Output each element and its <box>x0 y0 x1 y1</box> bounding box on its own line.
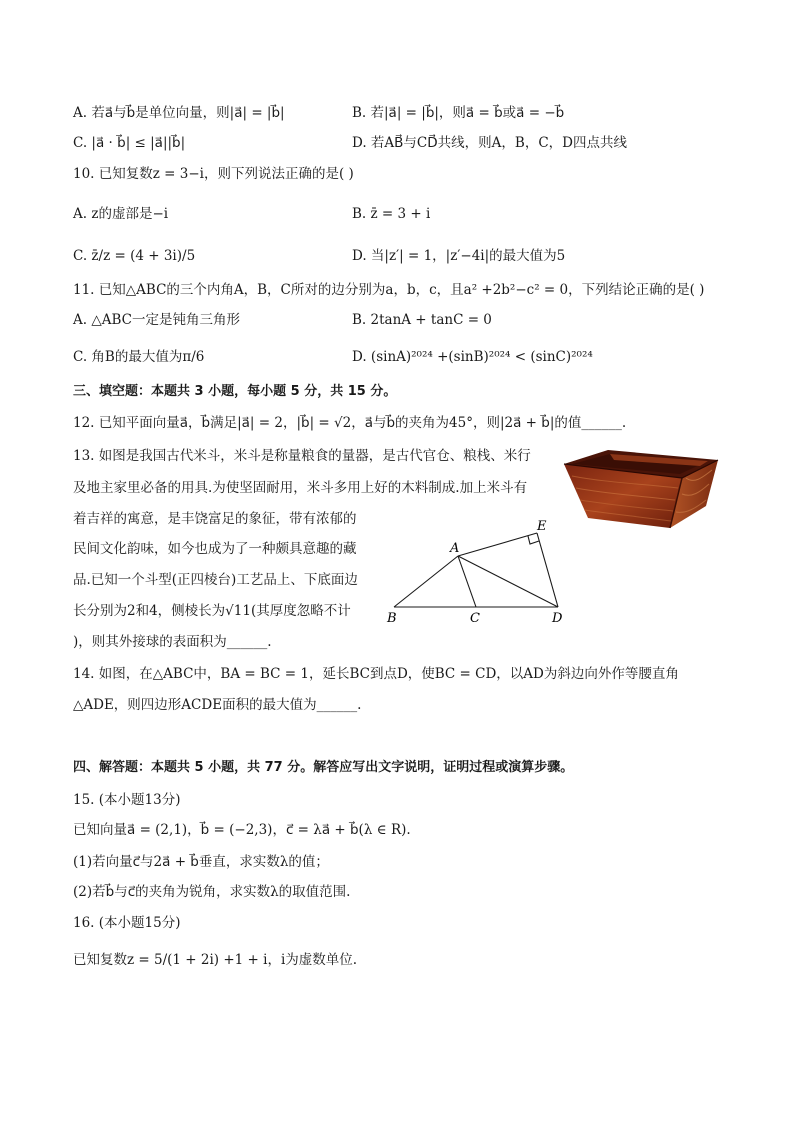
q16-given: 已知复数z = 5/(1 + 2i) +1 + i，i为虚数单位. <box>73 952 358 968</box>
label-c: C <box>470 611 480 626</box>
q9-option-c: C. |a⃗ · b⃗| ≤ |a⃗||b⃗| <box>73 135 186 151</box>
q11-stem: 11. 已知△ABC的三个内角A，B，C所对的边分别为a，b，c，且a² +2b²−c² = 0，下列结论正确的是( ) <box>73 282 705 298</box>
q13-line-4: 民间文化韵味，如今也成为了一种颇具意趣的藏 <box>73 541 357 557</box>
label-a: A <box>450 541 460 556</box>
q10-option-c: C. z̄/z = (4 + 3i)/5 <box>73 248 196 264</box>
q15-given: 已知向量a⃗ = (2,1)，b⃗ = (−2,3)，c⃗ = λa⃗ + b⃗(λ ∈ R). <box>73 822 411 838</box>
label-d: D <box>552 611 563 626</box>
q15-part-1: (1)若向量c⃗与2a⃗ + b⃗垂直，求实数λ的值； <box>73 854 329 870</box>
q13-line-2: 及地主家里必备的用具.为使坚固耐用，米斗多用上好的木料制成.加上米斗有 <box>73 480 528 496</box>
q10-option-a: A. z的虚部是−i <box>73 206 169 222</box>
section-4-heading: 四、解答题：本题共 5 小题，共 77 分。解答应写出文字说明，证明过程或演算步骤。 <box>73 760 574 775</box>
triangle-figure <box>382 518 572 630</box>
q11-option-a: A. △ABC一定是钝角三角形 <box>73 312 240 328</box>
q9-option-a: A. 若a⃗与b⃗是单位向量，则|a⃗| = |b⃗| <box>73 105 285 121</box>
line-ae <box>458 533 537 556</box>
rice-measure-image <box>562 448 720 530</box>
q14-line-1: 14. 如图，在△ABC中，BA = BC = 1，延长BC到点D，使BC = CD，以AD为斜边向外作等腰直角 <box>73 666 679 682</box>
q9-option-d: D. 若AB⃗与CD⃗共线，则A，B，C，D四点共线 <box>352 135 627 151</box>
section-3-heading: 三、填空题：本题共 3 小题，每小题 5 分，共 15 分。 <box>73 384 397 399</box>
q13-line-6: 长分别为2和4，侧棱长为√11(其厚度忽略不计 <box>73 603 351 619</box>
q13-line-5: 品.已知一个斗型(正四棱台)工艺品上、下底面边 <box>73 572 358 588</box>
q9-option-b: B. 若|a⃗| = |b⃗|，则a⃗ = b⃗或a⃗ = −b⃗ <box>352 105 565 121</box>
line-ed <box>537 533 558 607</box>
q14-line-2: △ADE，则四边形ACDE面积的最大值为______. <box>73 697 362 713</box>
label-b: B <box>387 611 397 626</box>
q16-heading: 16. (本小题15分) <box>73 915 181 931</box>
label-e: E <box>537 519 547 534</box>
q11-option-b: B. 2tanA + tanC = 0 <box>352 312 492 328</box>
q10-stem: 10. 已知复数z = 3−i，则下列说法正确的是( ) <box>73 166 354 182</box>
q11-option-d: D. (sinA)²⁰²⁴ +(sinB)²⁰²⁴ < (sinC)²⁰²⁴ <box>352 349 593 365</box>
q13-line-1: 13. 如图是我国古代米斗，米斗是称量粮食的量器，是古代官仓、粮栈、米行 <box>73 448 531 464</box>
q12-text: 12. 已知平面向量a⃗，b⃗满足|a⃗| = 2，|b⃗| = √2，a⃗与b⃗的夹角为45°，则|2a⃗ + b⃗|的值______. <box>73 415 627 431</box>
q10-option-d: D. 当|z′| = 1，|z′−4i|的最大值为5 <box>352 248 566 264</box>
right-angle-mark <box>528 536 539 544</box>
q13-line-3: 着吉祥的寓意，是丰饶富足的象征，带有浓郁的 <box>73 511 357 527</box>
q11-option-c: C. 角B的最大值为π/6 <box>73 349 205 365</box>
q13-line-7: )，则其外接球的表面积为______. <box>73 634 272 650</box>
q15-heading: 15. (本小题13分) <box>73 792 181 808</box>
line-ba <box>394 556 458 607</box>
q10-option-b: B. z̄ = 3 + i <box>352 206 431 222</box>
q15-part-2: (2)若b⃗与c⃗的夹角为锐角，求实数λ的取值范围. <box>73 884 351 900</box>
